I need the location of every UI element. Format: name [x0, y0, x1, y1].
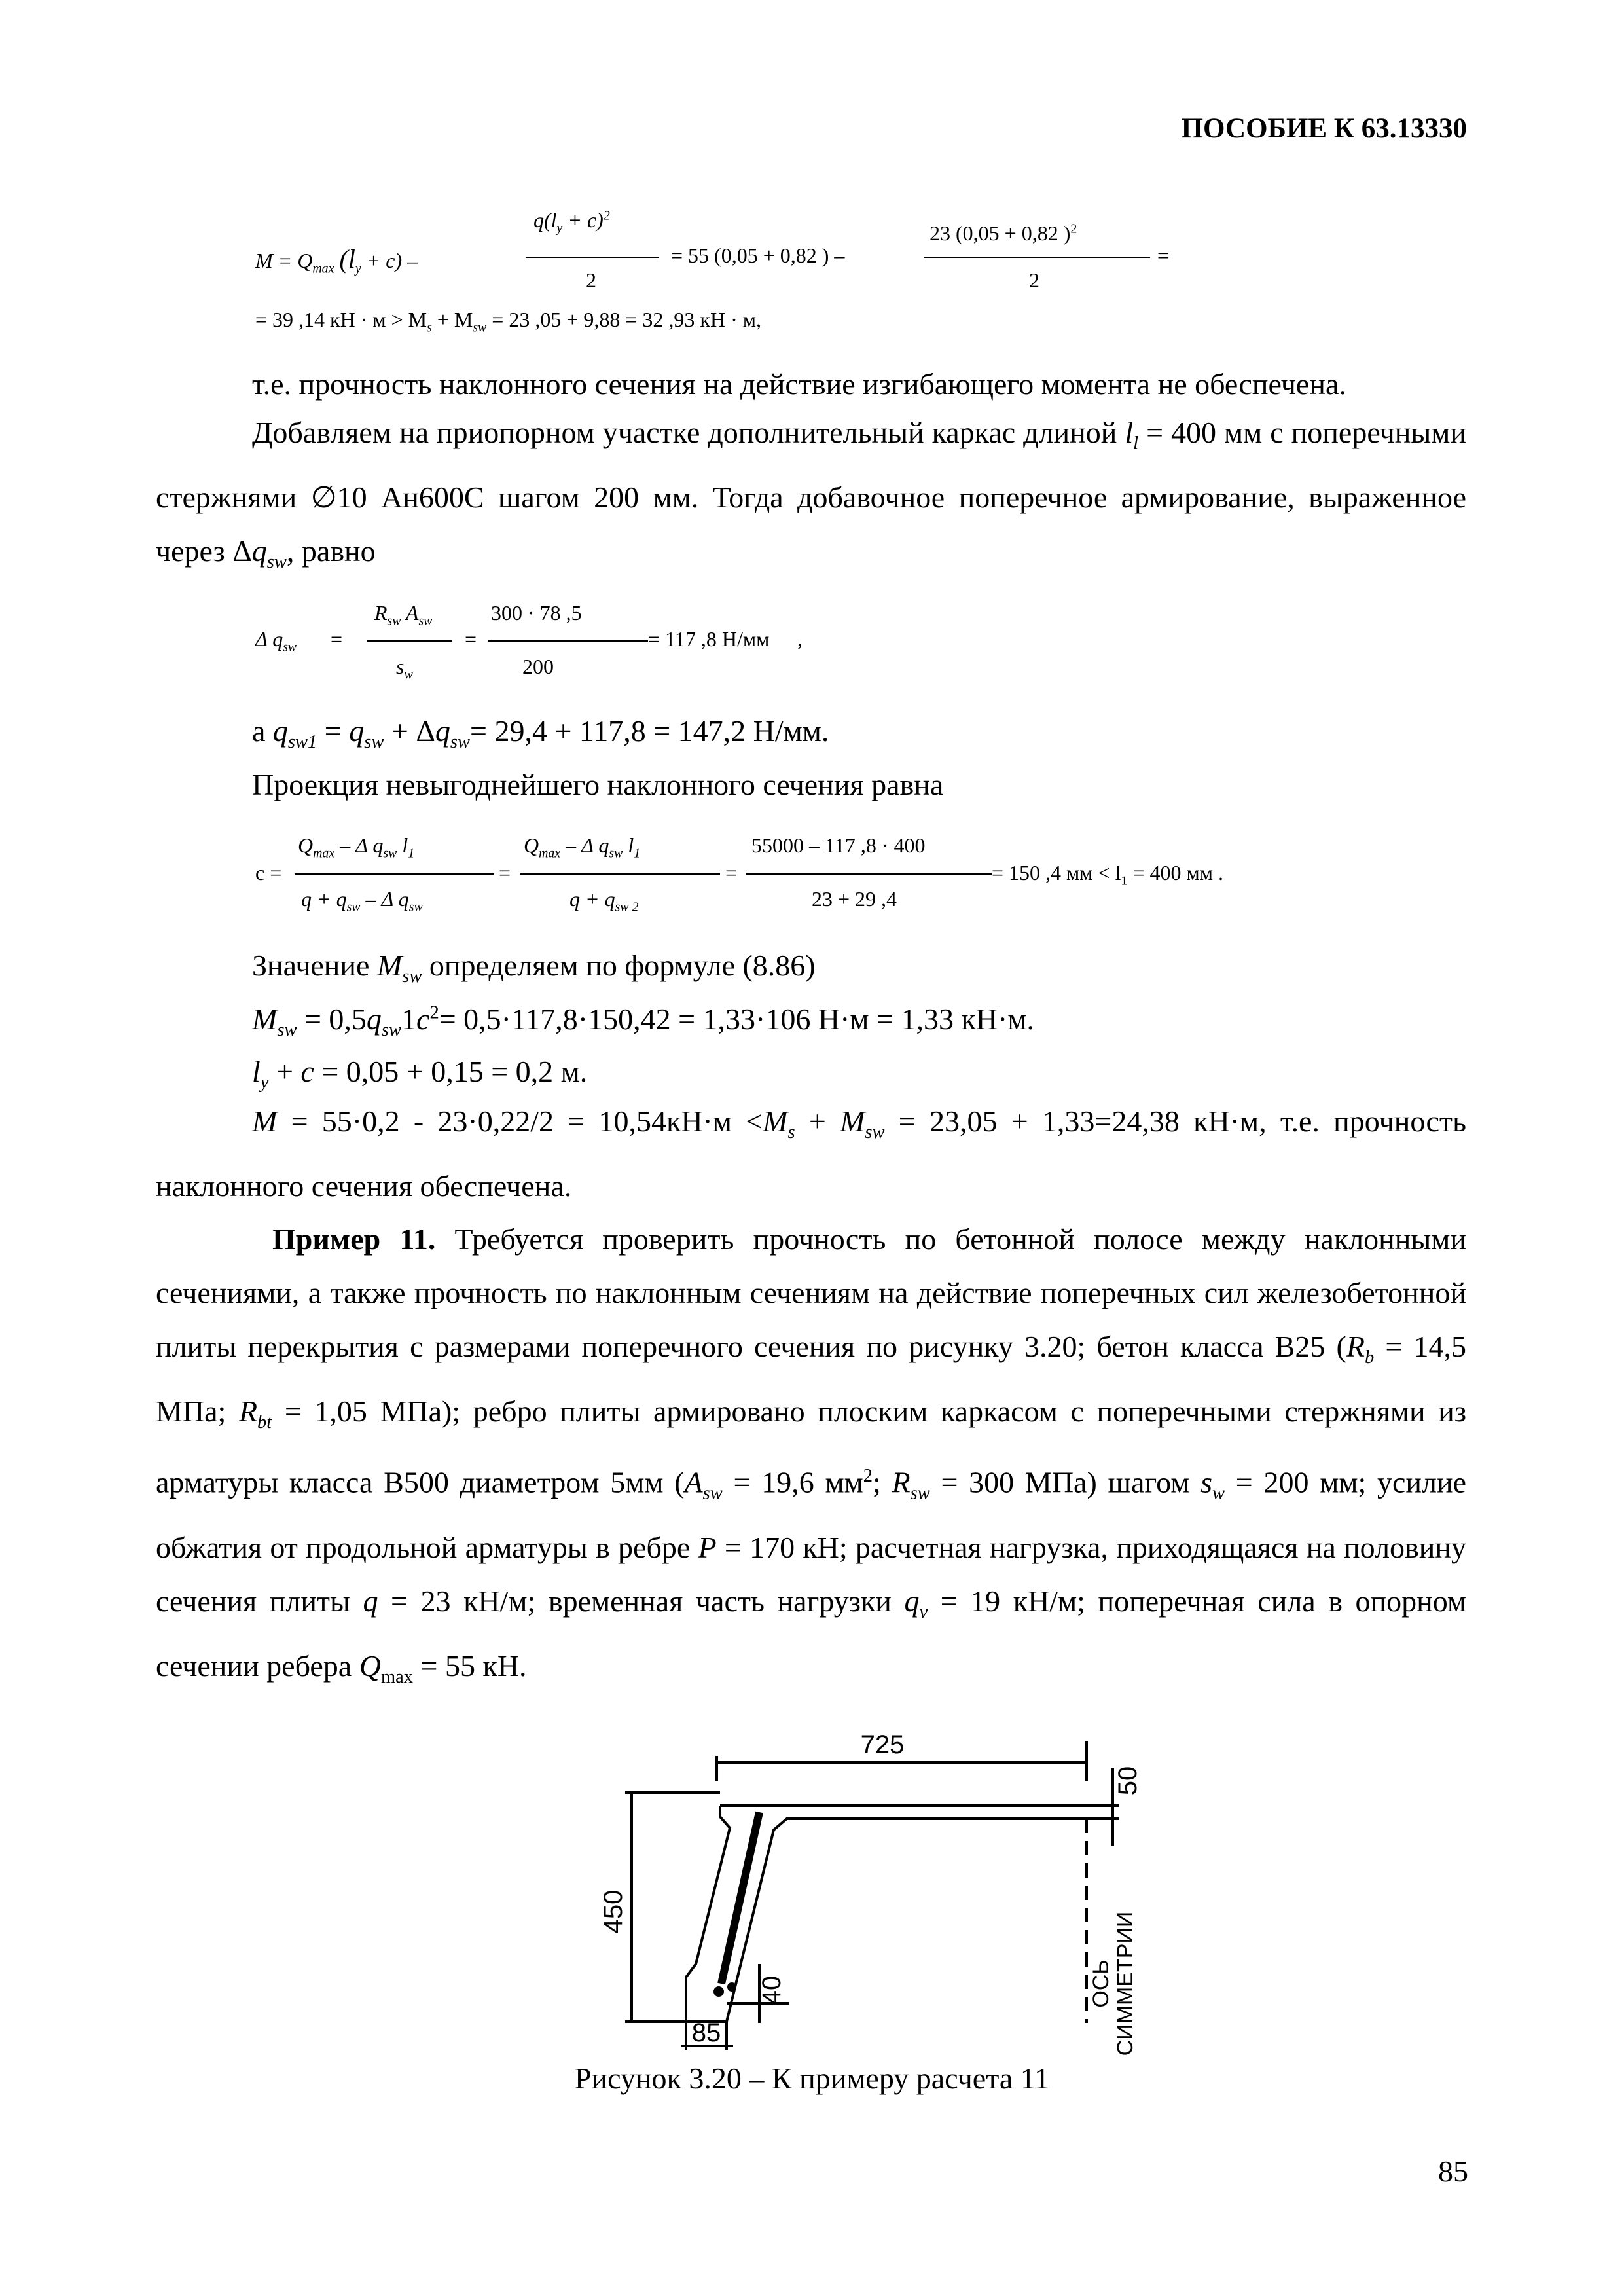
- text-run: q: [251, 534, 267, 568]
- text-run: c: [416, 1002, 430, 1036]
- formula-text: =: [1157, 244, 1170, 267]
- text-sub: v: [919, 1602, 928, 1623]
- text-sub: sw: [381, 1020, 402, 1041]
- formula-sub: max: [313, 846, 335, 861]
- text-run: R: [238, 1394, 258, 1429]
- formula-text: c =: [255, 861, 282, 884]
- formula-sub: s: [427, 320, 432, 335]
- text-sub: sw: [277, 1020, 297, 1041]
- formula-sub: sw: [383, 846, 397, 861]
- text-run: P: [698, 1530, 717, 1564]
- formula-text: = 55 (0,05 + 0,82 ) –: [671, 244, 845, 267]
- rebar-dot: [729, 1984, 735, 1990]
- formula-sup: 2: [603, 208, 610, 223]
- text-run: 1: [401, 1002, 417, 1036]
- text-sub: b: [1364, 1347, 1375, 1368]
- formula-text: q(l: [533, 208, 557, 232]
- page-number: 85: [1438, 2155, 1468, 2188]
- text-sup: 2: [429, 1002, 439, 1023]
- text-run: M: [763, 1104, 788, 1138]
- text-sup: 2: [863, 1466, 873, 1487]
- dim-85-label: 85: [691, 2018, 721, 2047]
- text-run: = 55·0,2 - 23·0,22/2 = 10,54кН·м <: [277, 1104, 763, 1138]
- text-sub: sw1: [287, 732, 317, 753]
- text-run: = 400 мм с поперечными стержнями ∅10 Ан600С шагом 200 мм. Тогда добавочное поперечное армирование, выраженное через Δ: [156, 416, 1466, 568]
- formula-sub: sw: [473, 320, 487, 335]
- text-sub: sw: [910, 1483, 930, 1504]
- formula-text: .: [1218, 861, 1223, 884]
- text-run: Добавляем на приопорном участке дополнительный каркас длиной: [252, 416, 1125, 449]
- text-run: = 1,05 МПа); ребро плиты армировано плоским каркасом с поперечными стержнями из арматуры класса В500 диаметром 5мм (: [156, 1394, 1466, 1499]
- text-sub: sw: [402, 966, 422, 987]
- formula-sub: max: [539, 846, 561, 861]
- formula-sub: sw: [283, 640, 297, 655]
- dim-50-label: 50: [1113, 1766, 1142, 1796]
- fraction-bar: [526, 257, 659, 258]
- text-run: = 19,6 мм: [722, 1465, 863, 1499]
- text-run: = 200 мм; усилие обжатия от продольной арматуры в ребре: [156, 1465, 1467, 1564]
- formula-text: s: [396, 655, 405, 678]
- text-sub: sw: [266, 552, 287, 573]
- text-run: = 14,5 МПа;: [156, 1330, 1466, 1429]
- formula-sub: 1: [408, 846, 415, 861]
- formula-sub: sw: [346, 900, 361, 915]
- text-run: = 55 кН.: [413, 1649, 527, 1683]
- text-run: = 0,5: [297, 1002, 367, 1036]
- text-run: ;: [872, 1465, 892, 1499]
- formula-text: 23 + 29 ,4: [812, 887, 897, 911]
- text-run: а: [252, 714, 273, 748]
- dim-40-label: 40: [757, 1975, 786, 2005]
- text-run: R: [892, 1465, 911, 1499]
- example-title: Пример 11.: [272, 1222, 436, 1256]
- axis-label-2: СИММЕТРИИ: [1113, 1911, 1138, 2056]
- dim-450-label: 450: [599, 1889, 628, 1934]
- formula-text: =: [465, 627, 477, 651]
- formula-text: q + q: [301, 887, 347, 911]
- formula-text: A: [405, 601, 419, 625]
- fraction-bar: [295, 873, 494, 875]
- text-run: +: [268, 1055, 301, 1088]
- formula-sub: sw: [408, 900, 423, 915]
- formula-text: 55000 – 117 ,8 · 400: [751, 833, 926, 857]
- formula-text: Q: [298, 833, 314, 857]
- text-run: = 0,05 + 0,15 = 0,2 м.: [314, 1055, 588, 1088]
- formula-sub: y: [556, 221, 563, 236]
- formula-text: – Δ q: [340, 833, 384, 857]
- text-run: M: [376, 949, 403, 982]
- text-run: l: [252, 1055, 261, 1088]
- paragraph: Проекция невыгоднейшего наклонного сечения равна: [252, 768, 944, 801]
- formula-text: =: [499, 861, 511, 884]
- text-run: = 29,4 + 117,8 = 147,2 Н/мм.: [470, 714, 829, 748]
- formula-text: Q: [524, 833, 539, 857]
- text-run: M: [252, 1104, 278, 1138]
- text-run: = 300 МПа) шагом: [929, 1465, 1201, 1499]
- text-run: + Δ: [384, 714, 435, 748]
- formula-text: 200: [522, 655, 554, 678]
- text-sub: sw: [702, 1483, 723, 1504]
- formula-text: ,: [797, 627, 803, 651]
- text-run: = 0,5·117,8·150,42 = 1,33·106 Н·м = 1,33 кН·м.: [439, 1002, 1034, 1036]
- text-run: l: [1125, 416, 1134, 449]
- dim-725-label: 725: [860, 1730, 905, 1759]
- text-run: , равно: [286, 534, 376, 568]
- text-sub: s: [787, 1122, 795, 1143]
- text-run: = 19 кН/м; поперечная сила в опорном сечении ребера: [156, 1584, 1466, 1683]
- formula-sub: w: [404, 667, 413, 682]
- text-run: = 23 кН/м; временная часть нагрузки: [378, 1584, 905, 1618]
- formula-text: (l: [339, 244, 355, 274]
- formula-sub: max: [312, 261, 334, 276]
- text-run: A: [684, 1465, 703, 1499]
- text-run: Требуется проверить прочность по бетонной полосе между наклонными сечениями, а также прочность по наклонным сечениям на действие поперечных сил железобетонной плиты перекрытия с размерами поперечного сечения по рисунку 3.20; бетон класса В25 (: [156, 1222, 1466, 1363]
- text-run: определяем по формуле (8.86): [422, 949, 816, 982]
- formula-text: = 23 ,05 + 9,88 = 32 ,93 кН · м,: [492, 308, 761, 331]
- paragraph: [252, 948, 816, 987]
- formula-text: = 39 ,14 кН · м > M: [255, 308, 427, 331]
- text-run: +: [795, 1104, 840, 1138]
- formula-sub: sw: [609, 846, 623, 861]
- formula-sub: 1: [1121, 873, 1128, 888]
- text-run: c: [300, 1055, 314, 1088]
- text-sub: y: [260, 1072, 269, 1093]
- text-run: s: [1200, 1465, 1212, 1499]
- text-sub: bt: [257, 1412, 272, 1433]
- formula-text: =: [725, 861, 738, 884]
- formula-sub: y: [355, 261, 361, 276]
- example-11-paragraph: [156, 1212, 1466, 1704]
- formula-text: l: [402, 833, 408, 857]
- formula-sub: sw 2: [615, 900, 639, 915]
- paragraph: т.е. прочность наклонного сечения на действие изгибающего момента не обеспечена.: [252, 367, 1346, 401]
- formula-text: 2: [586, 268, 596, 292]
- fraction-bar: [367, 640, 452, 642]
- formula-text: 23 (0,05 + 0,82 ): [929, 221, 1071, 245]
- paragraph: [252, 1054, 587, 1093]
- formula-text: q + q: [569, 887, 615, 911]
- text-run: q: [435, 714, 450, 748]
- text-run: Значение: [252, 949, 377, 982]
- formula-text: = 117 ,8 Н/мм: [648, 627, 770, 651]
- text-sub: sw: [865, 1122, 885, 1143]
- running-header: ПОСОБИЕ К 63.13330: [1181, 113, 1467, 144]
- text-sub: sw: [364, 732, 384, 753]
- section-outline: [686, 1806, 1087, 2022]
- formula-text: l: [628, 833, 634, 857]
- text-sub: sw: [450, 732, 471, 753]
- formula-sub: 1: [634, 846, 641, 861]
- paragraph: [252, 1002, 1034, 1041]
- text-run: M: [840, 1104, 865, 1138]
- text-run: Q: [359, 1649, 381, 1683]
- text-run: = 170 кН; расчетная нагрузка, приходящаяся на половину сечения плиты: [156, 1530, 1466, 1618]
- formula-text: Δ q: [255, 627, 283, 651]
- figure-caption: Рисунок 3.20 – К примеру расчета 11: [574, 2062, 1050, 2095]
- formula-text: = 150 ,4 мм < l: [992, 861, 1121, 884]
- formula-text: + c) –: [366, 249, 418, 272]
- formula-text: 300 · 78 ,5: [491, 601, 582, 625]
- text-run: M: [252, 1002, 278, 1036]
- formula-text: + M: [437, 308, 473, 331]
- paragraph: [252, 714, 829, 753]
- text-sub: w: [1212, 1483, 1225, 1504]
- fraction-bar: [746, 873, 992, 875]
- text-sub: l: [1133, 433, 1139, 454]
- formula-text: = 400 мм: [1132, 861, 1213, 884]
- formula-sub: sw: [418, 613, 433, 629]
- axis-label-1: ОСЬ: [1089, 1959, 1113, 2008]
- fraction-bar: [488, 640, 648, 642]
- text-run: q: [363, 1584, 378, 1618]
- formula-text: 2: [1029, 268, 1039, 292]
- formula-text: =: [331, 627, 343, 651]
- formula-text: + c): [568, 208, 604, 232]
- paragraph: [156, 406, 1466, 589]
- paragraph: [156, 1095, 1466, 1213]
- section-drawing: [563, 1715, 1152, 2056]
- text-run: R: [1346, 1330, 1365, 1363]
- formula-sub: sw: [387, 613, 401, 629]
- text-run: q: [904, 1584, 920, 1618]
- formula-text: – Δ q: [365, 887, 409, 911]
- rebar-dot: [715, 1988, 723, 1995]
- text-run: q: [272, 714, 288, 748]
- formula-text: – Δ q: [566, 833, 609, 857]
- formula-text: R: [374, 601, 388, 625]
- text-run: =: [317, 714, 350, 748]
- text-run: q: [349, 714, 365, 748]
- fraction-bar: [520, 873, 720, 875]
- formula-text: M = Q: [255, 249, 313, 272]
- text-run: = 23,05 + 1,33=24,38 кН·м, т.е. прочность наклонного сечения обеспечена.: [156, 1104, 1466, 1203]
- formula-sup: 2: [1070, 221, 1077, 236]
- text-run: q: [366, 1002, 382, 1036]
- fraction-bar: [924, 257, 1150, 258]
- text-sub: max: [380, 1667, 414, 1688]
